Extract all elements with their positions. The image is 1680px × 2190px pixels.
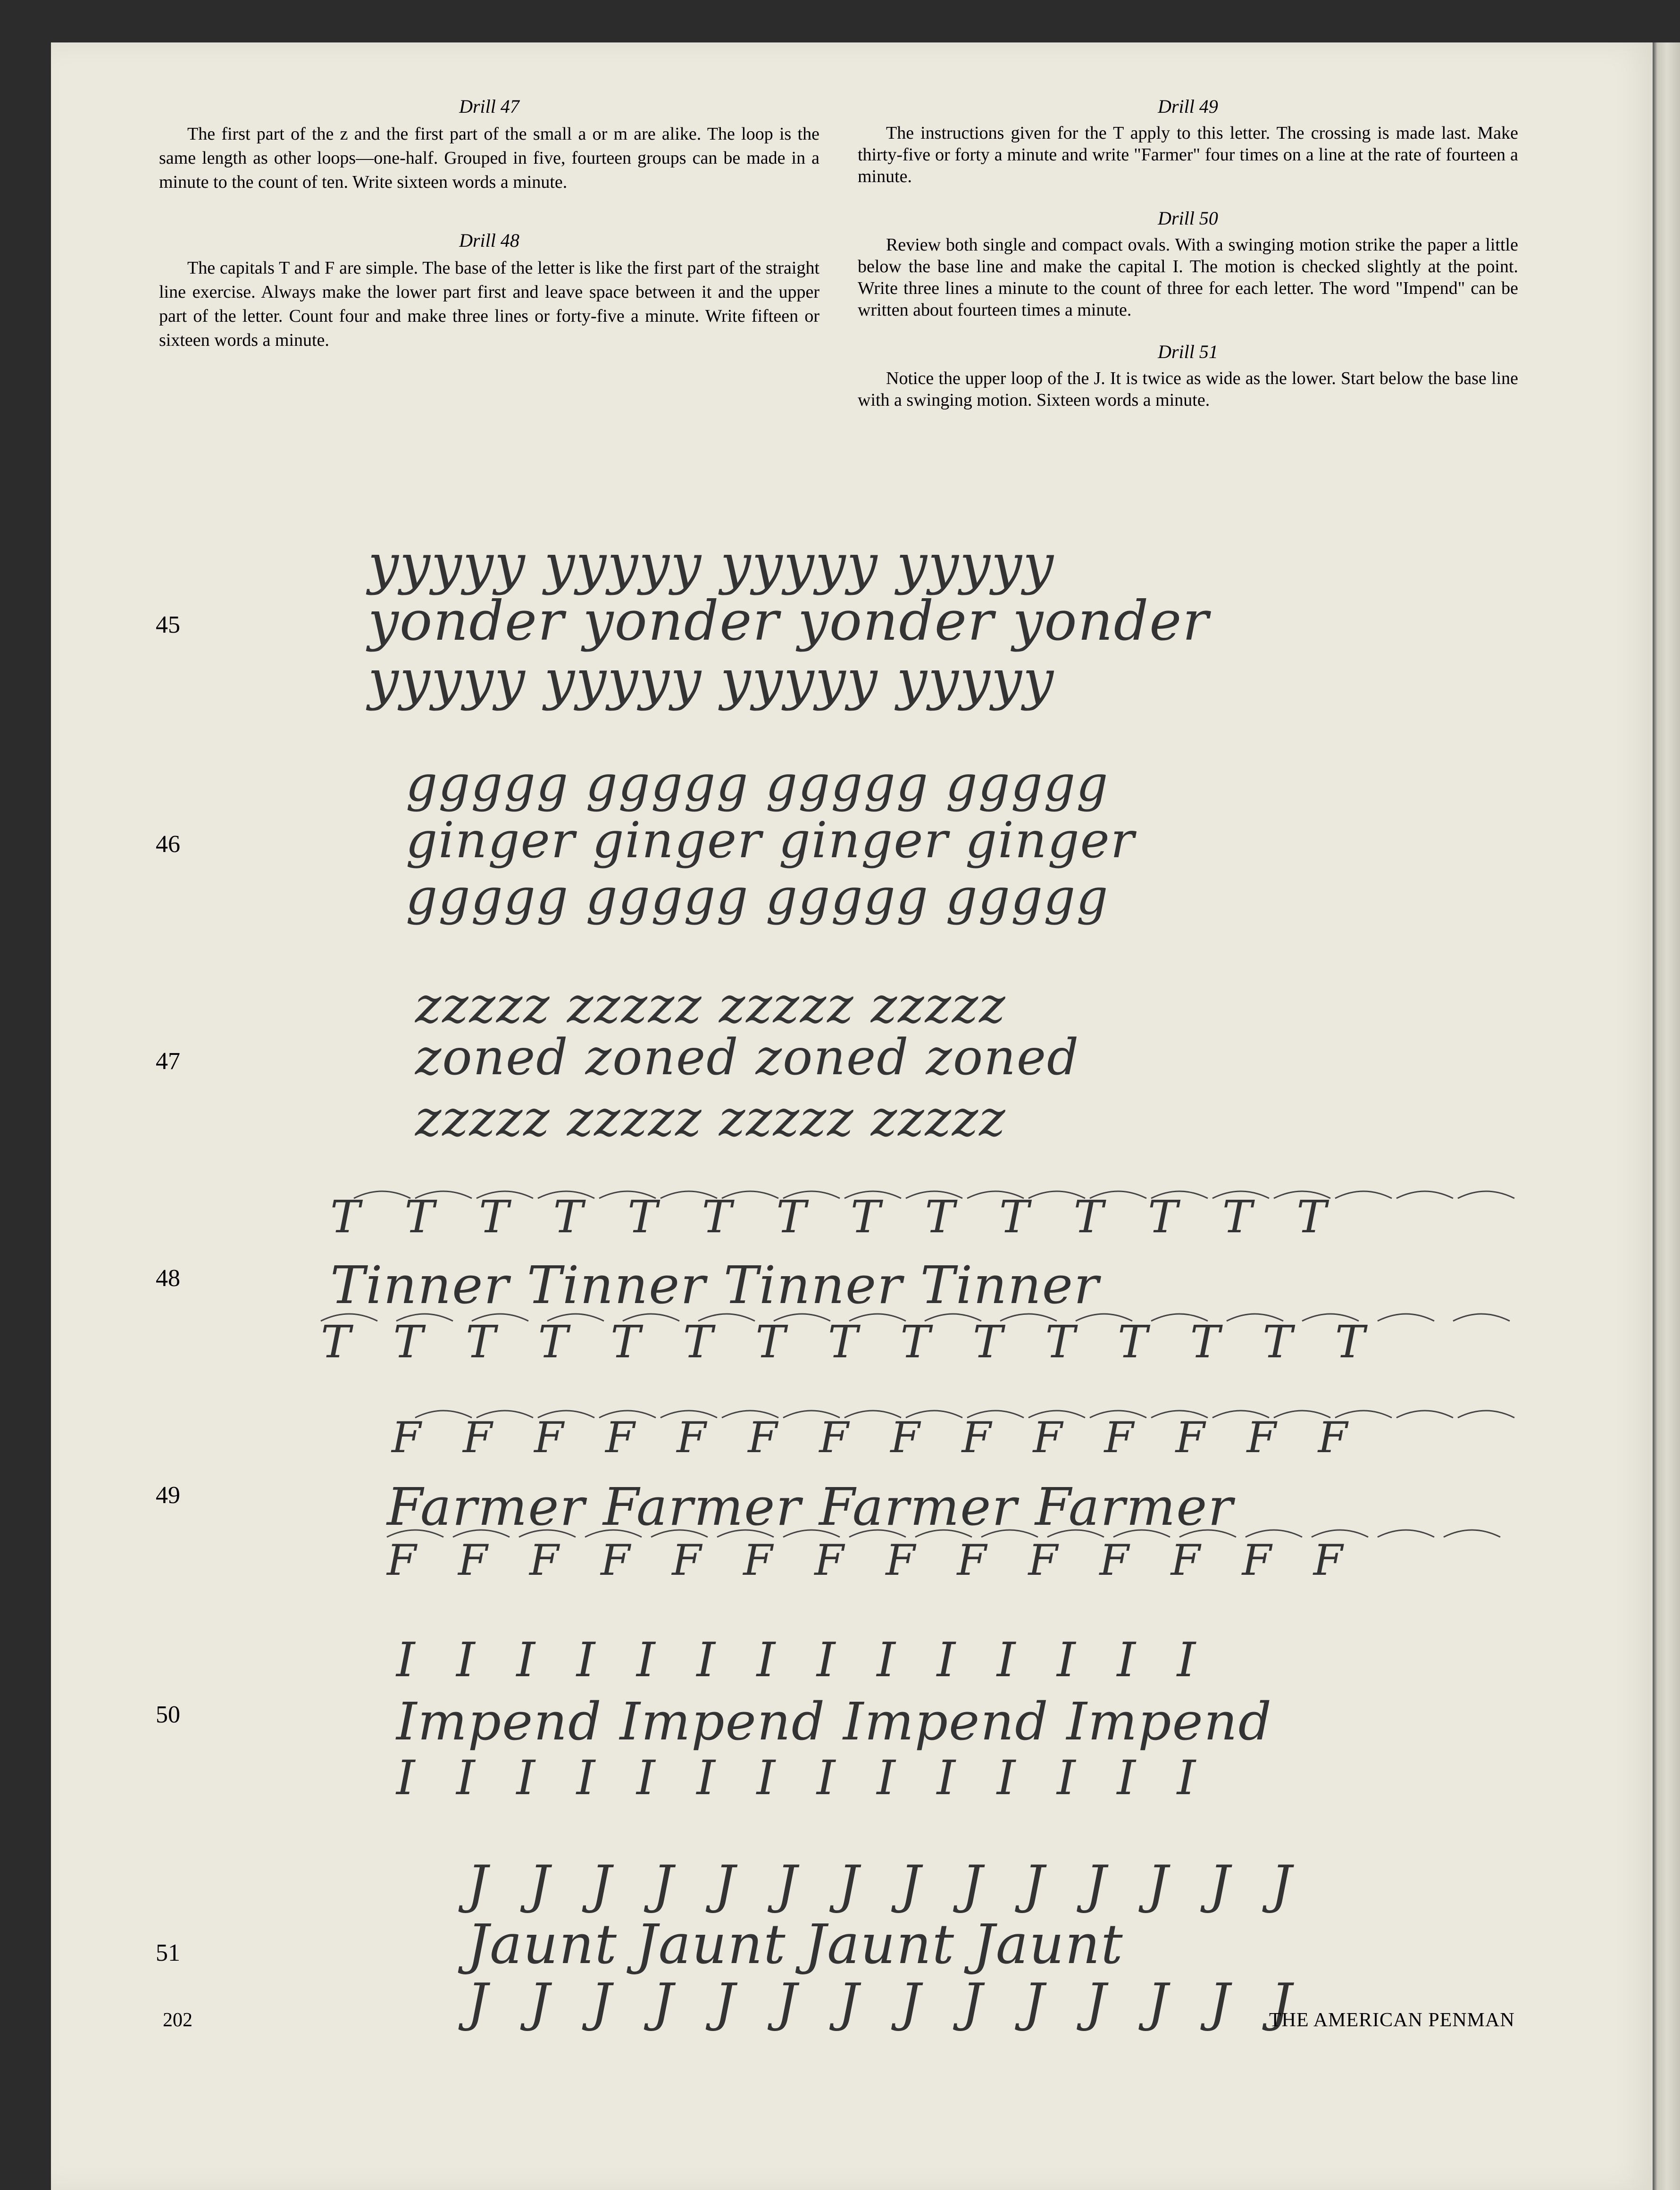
exercise-49-number: 49 — [156, 1482, 180, 1509]
exercise-49-row-1: F F F F F F F F F F F F F F — [392, 1413, 1362, 1463]
exercise-48-number: 48 — [156, 1265, 180, 1292]
drill-51-text: Notice the upper loop of the J. It is twice as wide as the lower. Start below the base line with a swinging motion. Sixteen words a minute. — [858, 368, 1518, 410]
exercise-51-row-1: J J J J J J J J J J J J J J — [467, 1854, 1304, 1914]
exercise-51-word-row: Jaunt Jaunt Jaunt Jaunt — [467, 1913, 1124, 1976]
publication-name: THE AMERICAN PENMAN — [1269, 2009, 1515, 2031]
drill-50-title: Drill 50 — [1158, 208, 1218, 229]
drill-51-title: Drill 51 — [1158, 341, 1218, 362]
exercise-48-word-row: Tinner Tinner Tinner Tinner — [330, 1255, 1100, 1315]
drill-49-title: Drill 49 — [1158, 96, 1218, 117]
drill-48-text: The capitals T and F are simple. The base of the letter is like the first part of the straight line exercise. Always make the lower part first and leave space between it and the upper part of the letter. Count four and make three lines or forty-five a minute. Write fifteen or sixteen words a minute. — [159, 258, 819, 350]
exercise-48-row-1: T T T T T T T T T T T T T T — [330, 1191, 1342, 1243]
drill-47-title: Drill 47 — [459, 96, 519, 117]
drill-50-text: Review both single and compact ovals. With a swinging motion strike the paper a little below the base line and make the capital I. The motion is checked slightly at the point. Write three lines a minute to the count of three for each letter. The word "Impend" can be written about fourteen times a minute. — [858, 235, 1518, 320]
exercise-47-row-2: zzzzz zzzzz zzzzz zzzzz — [415, 1090, 1006, 1147]
exercise-45-word-row: yonder yonder yonder yonder — [368, 590, 1210, 653]
exercise-48-row-2: T T T T T T T T T T T T T T T — [321, 1316, 1379, 1368]
exercise-51-row-2: J J J J J J J J J J J J J J — [467, 1972, 1304, 2032]
page-number: 202 — [163, 2009, 192, 2031]
exercise-50-row-1: I I I I I I I I I I I I I I — [396, 1632, 1209, 1688]
drill-49-text: The instructions given for the T apply to this letter. The crossing is made last. Make thirty-five or forty a minute and write "Farmer" four times on a line at the rate of fourteen a minute. — [858, 123, 1518, 186]
exercise-49-row-2: F F F F F F F F F F F F F F — [387, 1536, 1357, 1585]
exercise-46-row-2: ggggg ggggg ggggg ggggg — [406, 868, 1109, 926]
exercise-46-word-row: ginger ginger ginger ginger — [406, 811, 1135, 869]
exercise-50-number: 50 — [156, 1701, 180, 1728]
exercise-45-row-1: yyyyy yyyyy yyyyy yyyyy — [368, 533, 1055, 596]
exercise-47-row-1: zzzzz zzzzz zzzzz zzzzz — [415, 977, 1006, 1034]
drill-48-title: Drill 48 — [459, 230, 519, 251]
exercise-46-number: 46 — [156, 831, 180, 858]
exercise-45-number: 45 — [156, 611, 180, 638]
exercise-46-row-1: ggggg ggggg ggggg ggggg — [406, 755, 1109, 812]
exercise-51-number: 51 — [156, 1939, 180, 1966]
exercise-49-word-row: Farmer Farmer Farmer Farmer — [387, 1477, 1234, 1537]
drill-47-text: The first part of the z and the first part of the small a or m are alike. The loop is the same length as other loops—one-half. Grouped in five, fourteen groups can be made in a minute to the count of ten. Write sixteen words a minute. — [159, 124, 819, 192]
exercise-47-word-row: zoned zoned zoned zoned — [415, 1028, 1080, 1086]
exercise-47-number: 47 — [156, 1048, 180, 1075]
exercise-50-word-row: Impend Impend Impend Impend — [396, 1691, 1273, 1752]
exercise-50-row-2: I I I I I I I I I I I I I I — [396, 1750, 1209, 1805]
exercise-45-row-2: yyyyy yyyyy yyyyy yyyyy — [368, 649, 1055, 712]
